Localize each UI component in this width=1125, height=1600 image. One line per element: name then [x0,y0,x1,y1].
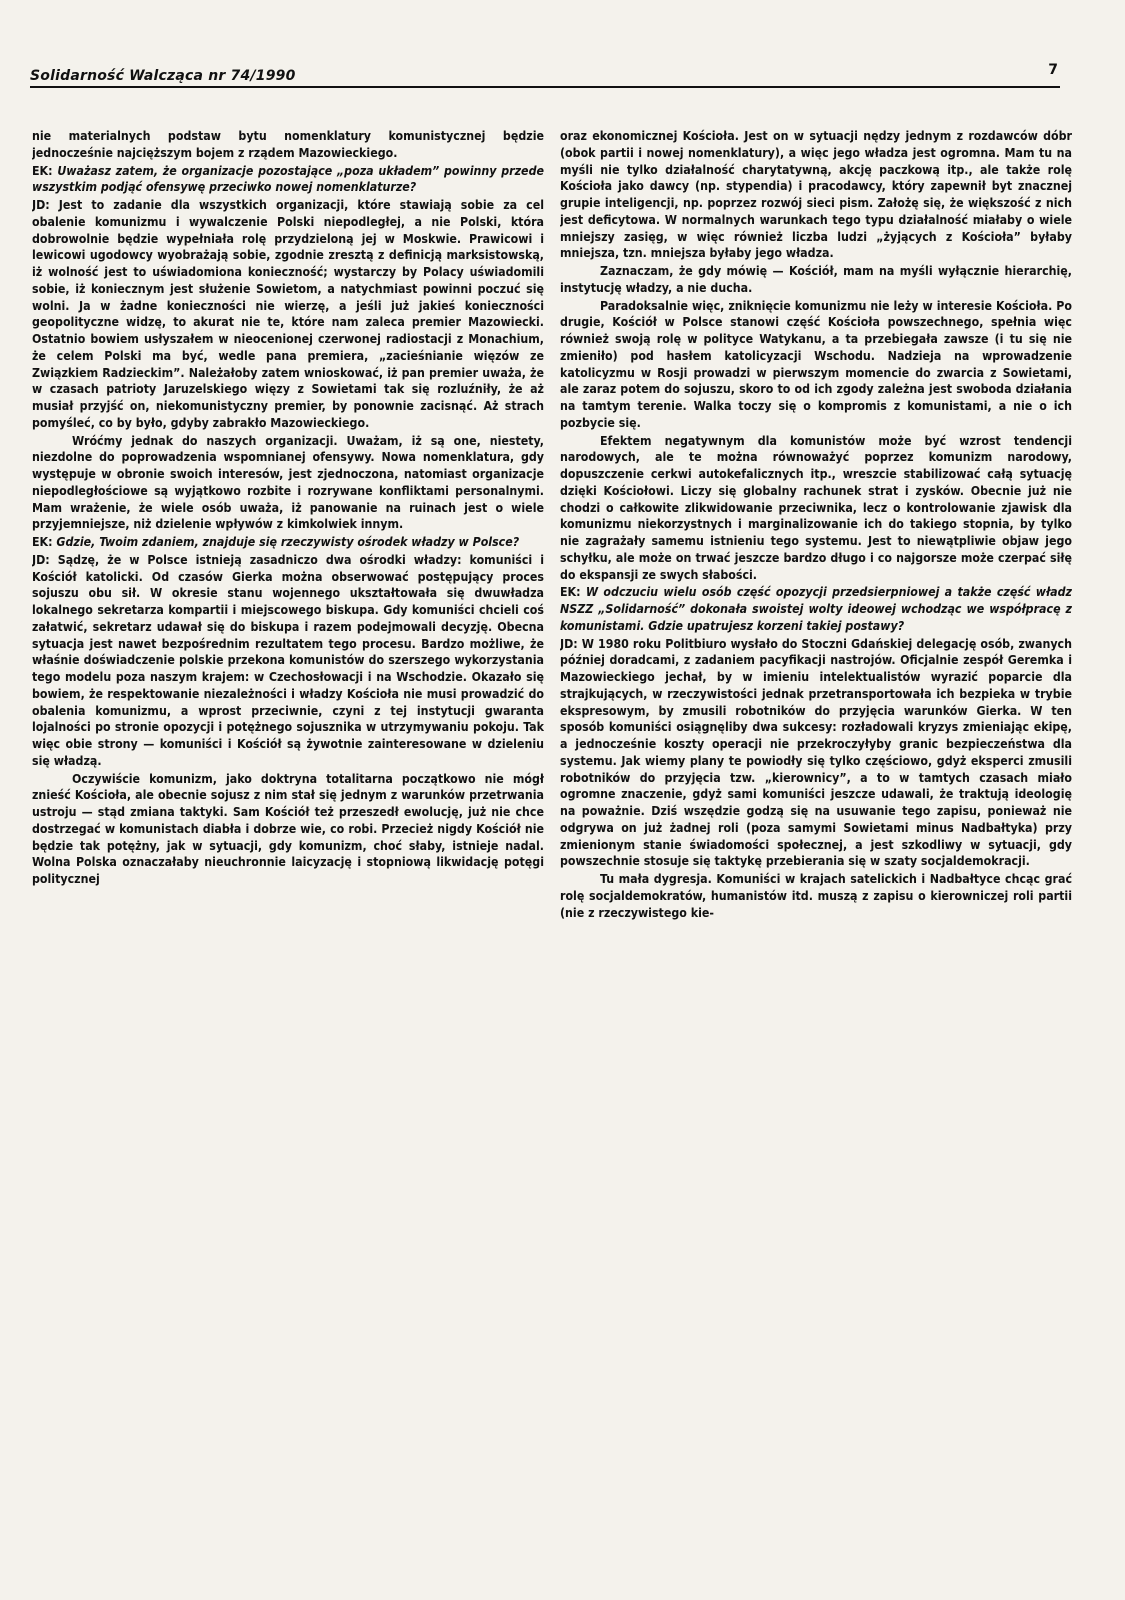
page-number: 7 [1048,62,1058,78]
speaker-label: EK: [32,163,53,178]
speaker-label: JD: [32,552,50,567]
page-header [30,62,1060,86]
paragraph: Tu mała dygresja. Komuniści w krajach satelickich i Nadbałtyce chcąc grać rolę socjaldemokratów, humanistów itd. muszą z zapisu o kierowniczej roli partii (nie z rzeczywistego kie- [560,872,1072,920]
paragraph: Paradoksalnie więc, zniknięcie komunizmu nie leży w interesie Kościoła. Po drugie, Kościół w Polsce stanowi część Kościoła powszechnego, spełnia więc również swoją rolę w polityce Watykanu, a ta przebiegała zawsze (i tu się nie zmieniło) pod hasłem katolicyzacji Wschodu. Nadzieja na wprowadzenie katolicyzmu w Rosji prowadzi w pierwszym momencie do zwarcia z Sowietami, ale zaraz potem do sojuszu, skoro to od ich zgody zależna jest swoboda działania na tamtym terenie. Walka toczy się o kompromis z komunistami, a nie o ich pozbycie się. [560,298,1072,430]
paragraph-continued: nie materialnych podstaw bytu nomenklatury komunistycznej będzie jednocześnie najcięższym bojem z rządem Mazowieckiego. [32,129,544,160]
paragraph-continued: oraz ekonomicznej Kościoła. Jest on w sytuacji nędzy jednym z rozdawców dóbr (obok partii i nowej nomenklatury), a więc jego władza jest ogromna. Mam tu na myśli nie tylko działalność charytatywną, akcję paczkową itp., ale także rolę Kościoła jako dawcy (np. stypendia) i pracodawcy, który zapewnił byt znacznej grupie inteligencji, np. poprzez rozwój sieci pism. Założę się, że większość z nich jest deficytowa. W normalnych warunkach tego typu działalność miałaby o wiele mniejszy zasięg, w więc również liczba ludzi „żyjących z Kościoła” byłaby mniejsza, tzn. mniejsza byłaby jego władza. [560,129,1072,261]
speaker-label: JD: [560,636,578,651]
speaker-label: EK: [560,585,581,600]
answer-paragraph: JD: Sądzę, że w Polsce istnieją zasadniczo dwa ośrodki władzy: komuniści i Kościół katolicki. Od czasów Gierka można obserwować postępujący proces sojuszu obu sił. W okresie stanu wojennego ukształtowała się dwuwładza lokalnego sekretarza kompartii i miejscowego biskupa. Gdy komuniści chcieli coś załatwić, sekretarz udawał się do biskupa i razem podejmowali decyzję. Obecna sytuacja jest nawet bezpośrednim rezultatem tego procesu. Bardzo możliwe, że właśnie doświadczenie polskie przekona komunistów do szerszego wykorzystania tego modelu poza naszym krajem: w Czechosłowacji i na Wschodzie. Okazało się bowiem, że respektowanie niezależności i władzy Kościoła nie musi prowadzić do obalenia komunizmu, a wprost przeciwnie, czyni z tej instytucji gwaranta lojalności po stronie opozycji i potężnego sojusznika w utrzymywaniu pokoju. Tak więc obie strony — komuniści i Kościół są żywotnie zainteresowane w dzieleniu się władzą. [32,552,544,768]
paragraph: Zaznaczam, że gdy mówię — Kościół, mam na myśli wyłącznie hierarchię, instytucję władzy, a nie ducha. [560,264,1072,295]
question-paragraph: EK: Uważasz zatem, że organizacje pozostające „poza układem” powinny przede wszystkim podjąć ofensywę przeciwko nowej nomenklaturze? [32,163,544,195]
question-paragraph: EK: W odczuciu wielu osób część opozycji przedsierpniowej a także część władz NSZZ „Solidarność” dokonała swoistej wolty ideowej wchodząc we współpracę z komunistami. Gdzie upatrujesz korzeni takiej postawy? [560,585,1072,633]
left-column [32,128,544,1568]
question-paragraph: EK: Gdzie, Twoim zdaniem, znajduje się rzeczywisty ośrodek władzy w Polsce? [32,535,520,549]
paragraph: Efektem negatywnym dla komunistów może być wzrost tendencji narodowych, ale te można równoważyć poprzez komunizm narodowy, dopuszczenie cerkwi autokefalicznych itp., wreszcie stabilizować całą sytuację dzięki Kościołowi. Liczy się globalny rachunek strat i zysków. Obecnie już nie chodzi o całkowite zlikwidowanie przeciwnika, lecz o kontrolowanie zjawisk dla komunizmu niekorzystnych i marginalizowanie ich do takiego stopnia, by tylko nie zagrażały samemu istnieniu tego systemu. Jest to niewątpliwie objaw jego schyłku, ale może on trwać jeszcze bardzo długo i co najgorsze może czerpać siłę do ekspansji ze swych słabości. [560,433,1072,582]
answer-paragraph: JD: W 1980 roku Politbiuro wysłało do Stoczni Gdańskiej delegację osób, zwanych później doradcami, z zadaniem pacyfikacji nastrojów. Oficjalnie zespół Geremka i Mazowieckiego jechał, by w imieniu intelektualistów wyrazić poparcie dla strajkujących, w rzeczywistości jednak przetransportowała ich bezpieka w trybie ekspresowym, by zmusili robotników do przyjęcia warunków Gierka. W ten sposób komuniści osiągnęliby dwa sukcesy: rozładowali kryzys zmieniając ekipę, a jednocześnie koszty operacji nie przekroczyłyby granic bezpieczeństwa dla systemu. Jak wiemy plany te powiodły się tylko częściowo, gdyż eksperci zmusili robotników do przyjęcia tzw. „kierownicy”, a to w tamtych czasach miało ogromne znaczenie, gdyż sami komuniści jeszcze udawali, że traktują ideologię na poważnie. Dziś wszędzie godzą się na usuwanie tego zapisu, ponieważ nie odgrywa on już żadnej roli (poza samymi Sowietami minus Nadbałtyka) przy zmienionym stanie świadomości społecznej, a jest szkodliwy w sytuacji, gdy powszechnie stosuje się taktykę przebierania się w szaty socjaldemokracji. [560,636,1072,869]
header-rule [30,86,1060,88]
paragraph: Oczywiście komunizm, jako doktryna totalitarna początkowo nie mógł znieść Kościoła, ale obecnie sojusz z nim stał się jednym z warunków przetrwania ustroju — stąd zmiana taktyki. Sam Kościół też przeszedł ewolucję, już nie chce dostrzegać w komunistach diabła i dobrze wie, co robi. Przecież nigdy Kościół nie będzie tak potężny, jak w sytuacji, gdy komunizm, choć słaby, istnieje nadal. Wolna Polska oznaczałaby nieuchronnie laicyzację i stopniową likwidację potęgi politycznej [32,771,544,886]
speaker-label: EK: [32,535,53,549]
right-column [560,128,1072,1568]
speaker-label: JD: [32,198,50,212]
running-title: Solidarność Walcząca nr 74/1990 [30,68,296,84]
answer-paragraph: JD: Jest to zadanie dla wszystkich organizacji, które stawiają sobie za cel obalenie komunizmu i wywalczenie Polski niepodległej, a nie Polski, która dobrowolnie będzie wypełniała rolę przydzieloną jej w Moskwie. Prawicowi i lewicowi ugodowcy wyobrażają sobie, zgodnie zresztą z definicją marksistowską, iż wolność jest to uświadomiona konieczność; wystarczy by Polacy uświadomili sobie, iż koniecznym jest służenie Sowietom, a natychmiast powinni poczuć się wolni. Ja w żadne konieczności nie wierzę, a jeśli już jakieś konieczności geopolityczne widzę, to akurat nie te, które nam zaleca premier Mazowiecki. Ostatnio bowiem usłyszałem w nieocenionej czerwonej radiostacji z Monachium, że celem Polski ma być, wedle pana premiera, „zacieśnianie więzów ze Związkiem Radzieckim”. Należałoby zatem wnioskować, iż pan premier uważa, że w czasach patrioty Jaruzelskiego więzy z Sowietami tak się rozluźniły, że aż musiał przyjść on, niekomunistyczny premier, by ponownie zacisnąć. Aż strach pomyśleć, co by było, gdyby zabrakło Mazowieckiego. [32,198,544,430]
paragraph: Wróćmy jednak do naszych organizacji. Uważam, iż są one, niestety, niezdolne do poprowadzenia wspomnianej ofensywy. Nowa nomenklatura, gdy występuje w obronie swoich interesów, jest zjednoczona, natomiast organizacje niepodległościowe są wyjątkowo rozbite i rozrywane konfliktami personalnymi. Mam wrażenie, że wiele osób uważa, iż panowanie na ruinach jest o wiele przyjemniejsze, niż dzielenie wpływów z kimkolwiek innym. [32,433,544,532]
